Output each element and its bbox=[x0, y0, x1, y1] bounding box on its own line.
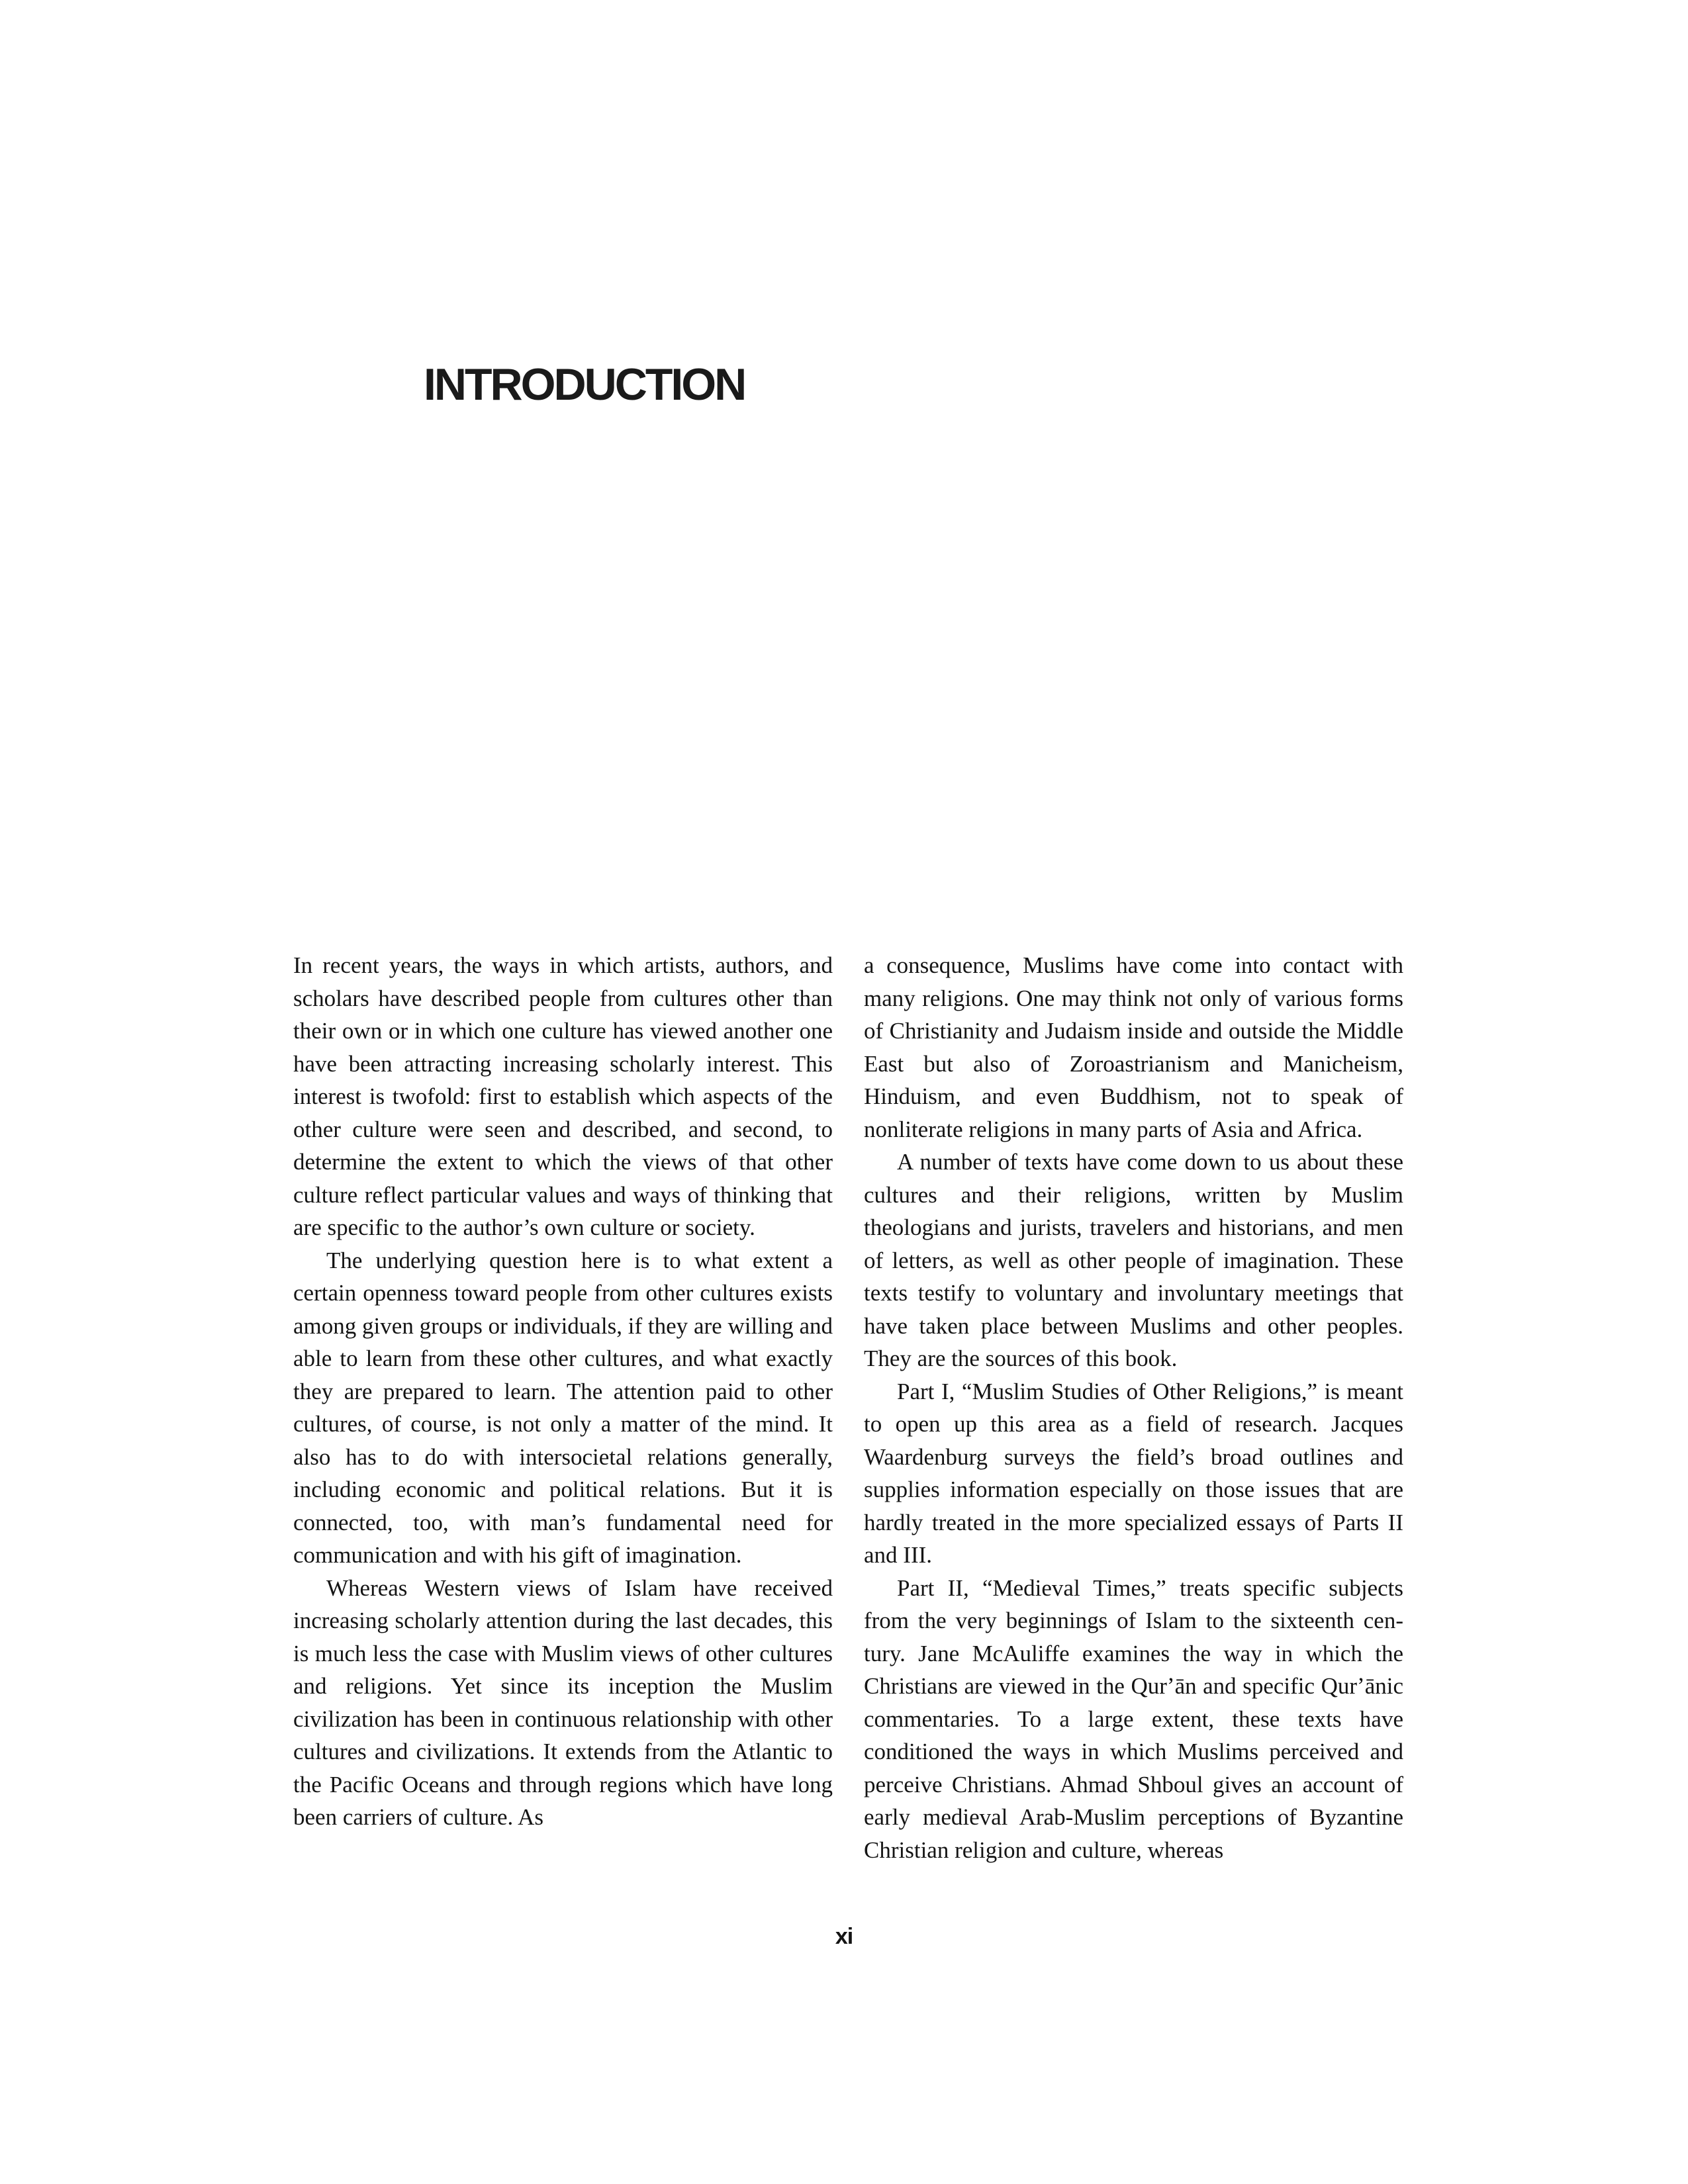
paragraph: Part II, “Medieval Times,” treats specific subjects from the very beginnings of Islam to the sixteenth century. Jane McAuliffe examines the way in which the Christians are viewed in the Qurʼān and specific Qurʼānic commentaries. To a large extent, these texts have conditioned the ways in which Muslims perceived and perceive Christians. Ahmad Shboul gives an account of early medieval Arab-Muslim perceptions of Byzantine Christian religion and culture, whereas bbox=[864, 1574, 1403, 1863]
text-column-right bbox=[864, 949, 1403, 1866]
paragraph: A number of texts have come down to us about these cultures and their religions, written by Muslim theologians and jurists, travelers and historians, and men of letters, as well as other people of imagination. These texts testify to voluntary and involuntary meetings that have taken place between Muslims and other peoples. They are the sources of this book. bbox=[864, 1149, 1403, 1371]
paragraph: Whereas Western views of Islam have received increasing scholarly attention during the last decades, this is much less the case with Muslim views of other cultures and religions. Yet since its inception the Muslim civilization has been in continuous relationship with other cultures and civilizations. It extends from the Atlantic to the Pacific Oceans and through regions which have long been carriers of culture. As bbox=[293, 1574, 833, 1830]
paragraph: In recent years, the ways in which artists, authors, and scholars have described people from cultures other than their own or in which one culture has viewed another one have been attracting increasing scholarly interest. This interest is twofold: first to establish which aspects of the other culture were seen and described, and second, to determine the extent to which the views of that other culture reflect particular values and ways of thinking that are specific to the author’s own culture or society. bbox=[293, 952, 833, 1240]
text-column-left bbox=[293, 949, 833, 1834]
chapter-title: INTRODUCTION bbox=[424, 359, 745, 410]
page-number: xi bbox=[835, 1924, 853, 1949]
paragraph: The underlying question here is to what extent a certain openness toward people from other cultures exists among given groups or individuals, if they are willing and able to learn from these other cultures, and what exactly they are prepared to learn. The attention paid to other cultures, of course, is not only a matter of the mind. It also has to do with intersocietal relations generally, including economic and political relations. But it is connected, too, with man’s fundamental need for communication and with his gift of imagination. bbox=[293, 1247, 833, 1568]
paragraph: a consequence, Muslims have come into contact with many religions. One may think not only of various forms of Christianity and Judaism inside and outside the Middle East but also of Zoroastrianism and Manicheism, Hinduism, and even Buddhism, not to speak of nonliterate religions in many parts of Asia and Africa. bbox=[864, 952, 1403, 1142]
paragraph: Part I, “Muslim Studies of Other Religions,” is meant to open up this area as a field of research. Jacques Waardenburg surveys the field’s broad outlines and supplies information especially on those issues that are hardly treated in the more specialized essays of Parts II and III. bbox=[864, 1378, 1403, 1568]
